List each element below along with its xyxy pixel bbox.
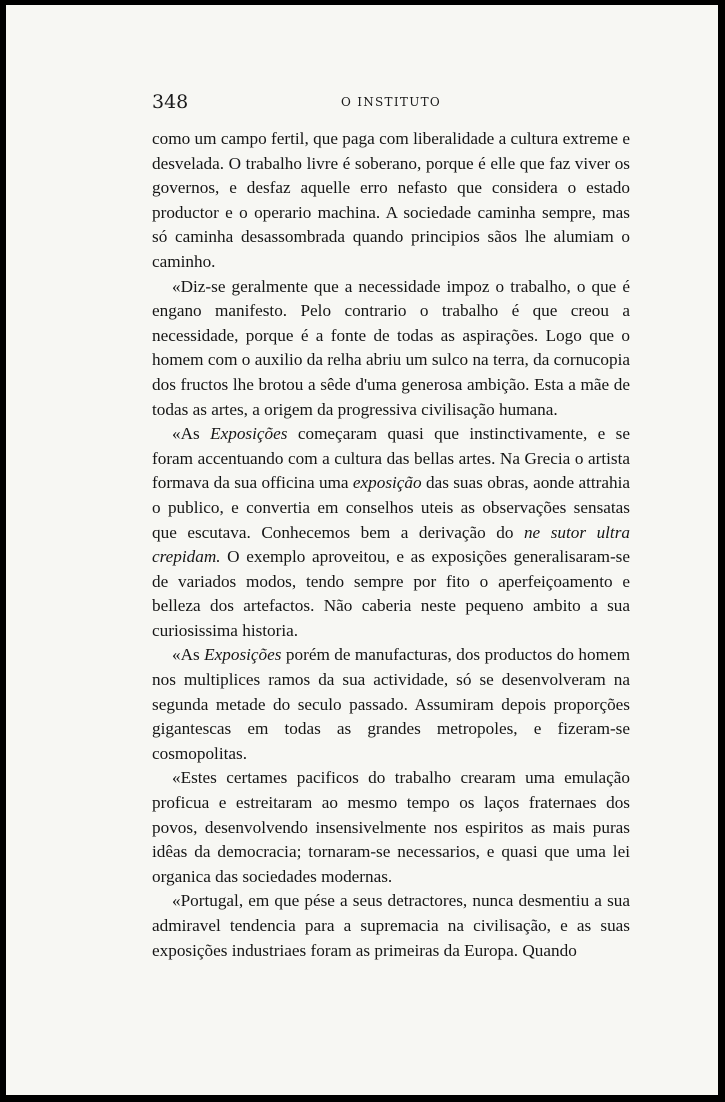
- paragraph: [152, 127, 630, 275]
- text-segment: «Estes certames pacificos do trabalho crearam uma emulação proficua e estreitaram ao mesmo tempo os laços fraternaes dos povos, desenvolvendo insensivelmente nos espiritos as mais puras idêas da democracia; tornaram-se necessarios, e quasi que uma lei organica das sociedades modernas.: [152, 768, 630, 886]
- paragraph: [152, 422, 630, 643]
- italic-text: Exposições: [204, 645, 282, 665]
- text-segment: «As: [172, 645, 205, 665]
- paragraph: [152, 766, 630, 889]
- book-page: [6, 5, 718, 1095]
- paragraph: [152, 275, 630, 423]
- text-segment: começaram quasi que instinctivamente, e se foram accentuando com a cultura das bellas artes. Na Grecia o artista formava da sua officina uma: [152, 424, 630, 493]
- italic-text: ne sutor ultra crepidam.: [152, 522, 630, 567]
- text-segment: O exemplo aproveitou, e as exposições generalisaram-se de variados modos, tendo sempre por fito o aperfeiçoamento e belleza dos artefactos. Não caberia neste pequeno ambito a sua curiosissima historia.: [152, 547, 630, 640]
- text-segment: «Portugal, em que pése a seus detractores, nunca desmentiu a sua admiravel tendencia para a supremacia na civilisação, e as suas exposições industriaes foram as primeiras da Europa. Quando: [152, 891, 630, 960]
- paragraph: [152, 889, 630, 963]
- italic-text: exposição: [352, 473, 422, 493]
- text-segment: «Diz-se geralmente que a necessidade impoz o trabalho, o que é engano manifesto. Pelo contrario o trabalho é que creou a necessidade, porque é a fonte de todas as aspirações. Logo que o homem com o auxilio da relha abriu um sulco na terra, da cornucopia dos fructos lhe brotou a sêde d'uma generosa ambição. Esta a mãe de todas as artes, a origem da progressiva civilisação humana.: [152, 276, 630, 419]
- text-segment: das suas obras, aonde attrahia o publico, e convertia em conselhos uteis as observações sensatas que escutava. Conhecemos bem a derivação do: [152, 473, 630, 542]
- italic-text: Exposições: [210, 424, 288, 444]
- running-head: O INSTITUTO: [340, 95, 442, 109]
- text-segment: porém de manufacturas, dos productos do homem nos multiplices ramos da sua actividade, só se desenvolveram na segunda metade do seculo passado. Assumiram depois proporções gigantescas em todas as grandes metropoles, e fizeram-se cosmopolitas.: [152, 645, 630, 763]
- text-segment: como um campo fertil, que paga com liberalidade a cultura extreme e desvelada. O trabalho livre é soberano, porque é elle que faz viver os governos, e desfaz aquelle erro nefasto que considera o estado productor e o operario machina. A sociedade caminha sempre, mas só caminha desassombrada quando principios sãos lhe alumiam o caminho.: [152, 129, 630, 271]
- page-number: 348: [152, 91, 189, 113]
- text-segment: «As: [172, 424, 211, 444]
- page-header: [152, 91, 630, 115]
- paragraph: [152, 643, 630, 766]
- body-text: [152, 127, 630, 963]
